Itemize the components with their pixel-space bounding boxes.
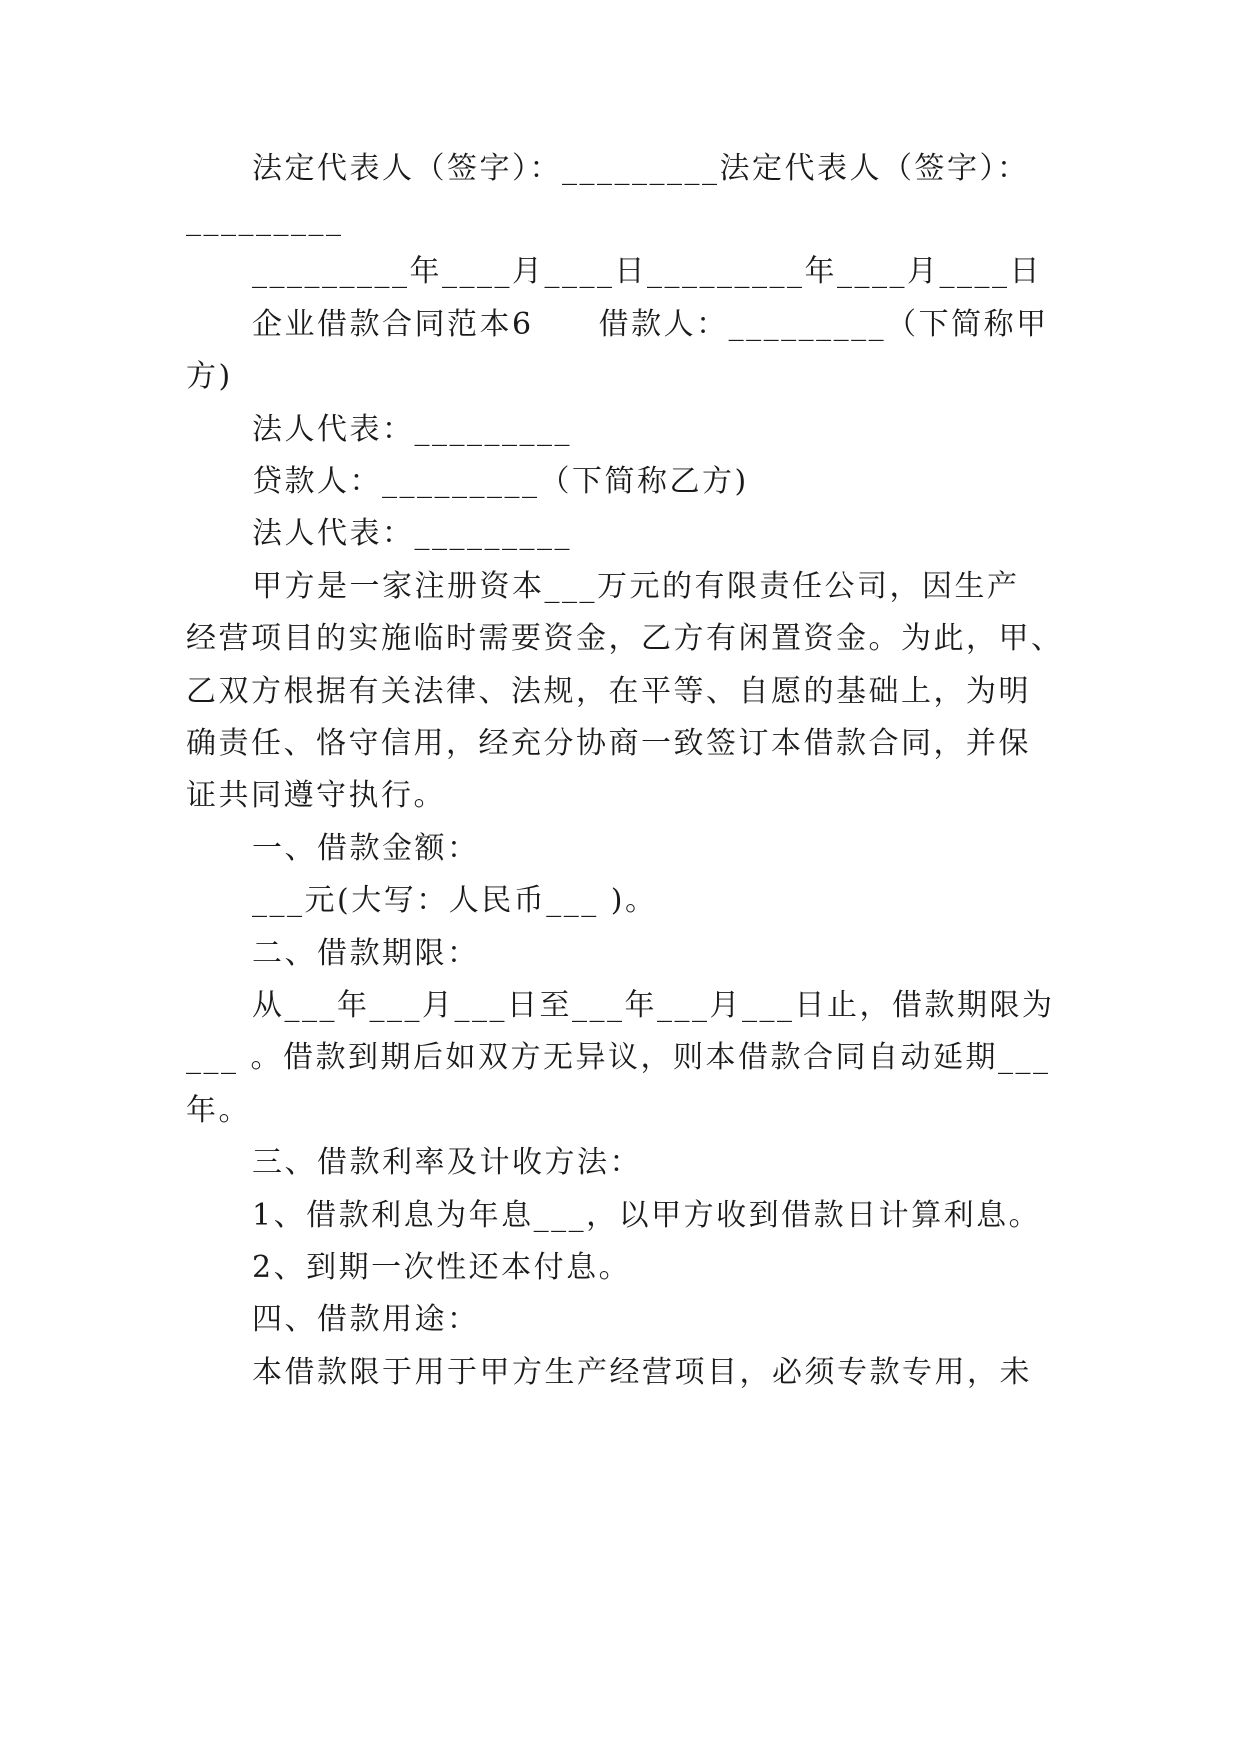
lender-line: 贷款人：_________（下简称乙方) [252, 464, 749, 499]
intro-paragraph-line: 甲方是一家注册资本___万元的有限责任公司，因生产 [252, 569, 1020, 604]
purpose-paragraph-line: 本借款限于用于甲方生产经营项目，必须专款专用，未 [252, 1355, 1032, 1390]
term-paragraph-line: 从___年___月___日至___年___月___日止，借款期限为 [252, 988, 1055, 1023]
section-heading-purpose: 四、借款用途： [252, 1302, 480, 1337]
signature-blank-continued: _________ [186, 202, 344, 237]
intro-paragraph-line: 经营项目的实施临时需要资金，乙方有闲置资金。为此，甲、 [186, 621, 1064, 656]
date-line: _________年____月____日_________年____月____日 [252, 254, 1042, 289]
intro-paragraph-line: 乙双方根据有关法律、法规，在平等、自愿的基础上，为明 [186, 674, 1031, 709]
signature-line-legal-rep: 法定代表人（签字）：_________法定代表人（签字）： [252, 151, 1030, 186]
intro-paragraph-line: 确责任、恪守信用，经充分协商一致签订本借款合同，并保 [186, 726, 1031, 761]
section-heading-interest: 三、借款利率及计收方法： [252, 1145, 642, 1180]
section-heading-term: 二、借款期限： [252, 936, 480, 971]
term-paragraph-line: 年。 [186, 1093, 251, 1128]
borrower-legal-rep: 法人代表：_________ [252, 412, 572, 447]
interest-item-1: 1、借款利息为年息___，以甲方收到借款日计算利息。 [252, 1198, 1042, 1233]
contract-title-borrower: 企业借款合同范本6 借款人：_________（下简称甲 [252, 307, 1049, 342]
borrower-line-continued: 方) [186, 359, 233, 394]
intro-paragraph-line: 证共同遵守执行。 [186, 778, 446, 813]
lender-legal-rep: 法人代表：_________ [252, 516, 572, 551]
section-heading-amount: 一、借款金额： [252, 831, 480, 866]
term-paragraph-line: ___ 。借款到期后如双方无异议，则本借款合同自动延期___ [186, 1040, 1051, 1075]
amount-line: ___元(大写：人民币___ )。 [252, 883, 658, 918]
interest-item-2: 2、到期一次性还本付息。 [252, 1250, 632, 1285]
